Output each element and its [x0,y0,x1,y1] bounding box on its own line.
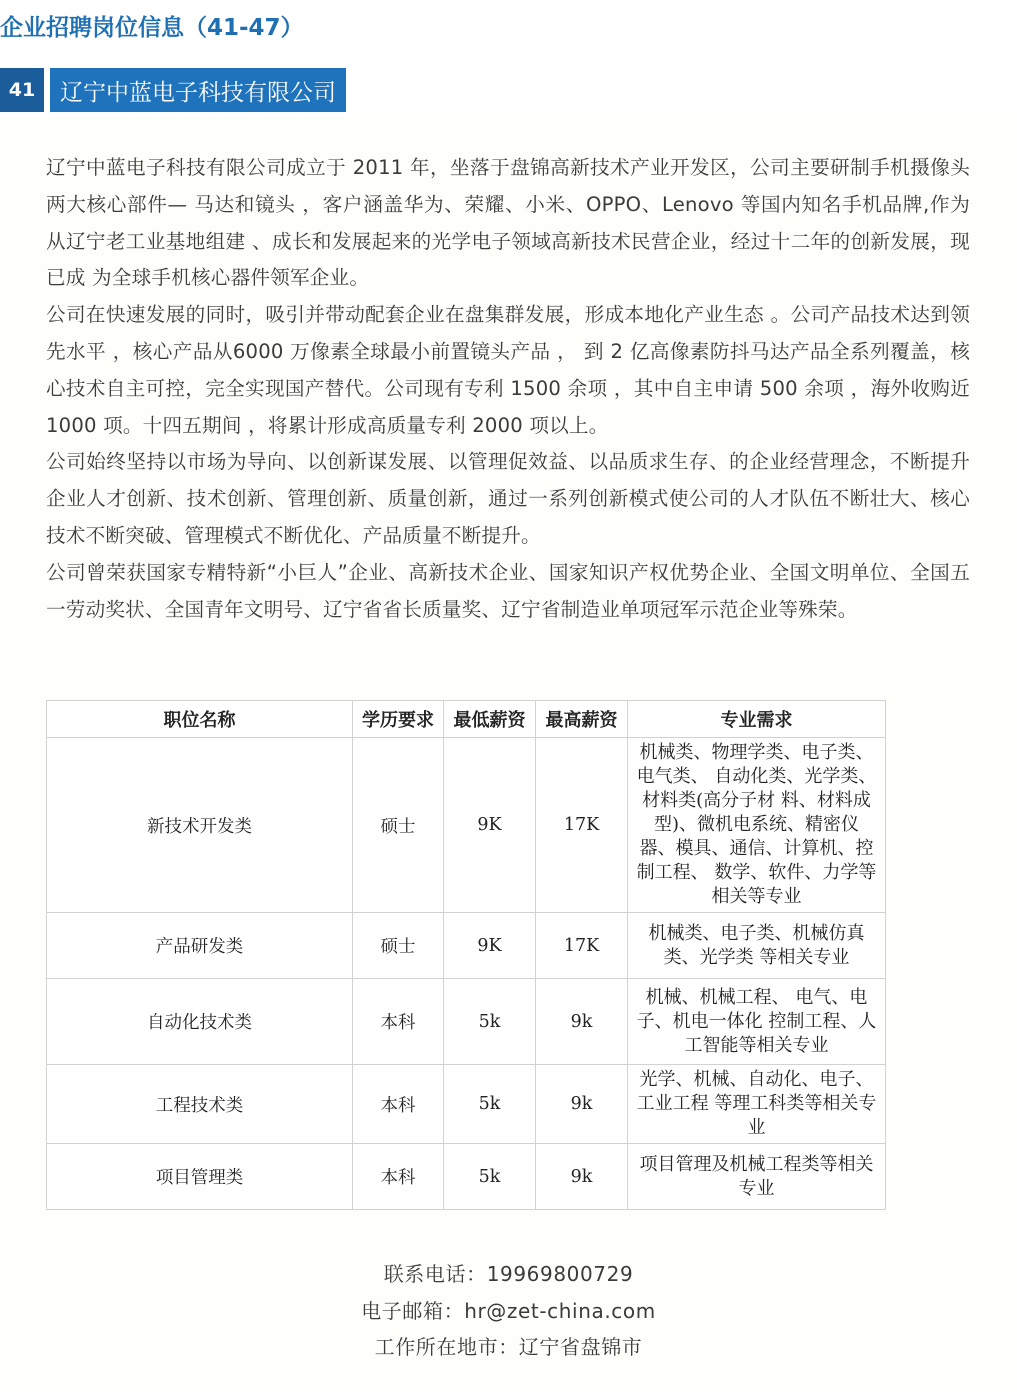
page-title: 企业招聘岗位信息（41-47） [0,15,304,41]
cell-education: 硕士 [353,738,444,913]
table-row [47,1144,886,1210]
cell-position: 新技术开发类 [47,738,353,913]
cell-min-salary: 5k [444,1065,536,1144]
cell-major: 项目管理及机械工程类等相关专业 [628,1144,886,1210]
company-intro [46,150,970,628]
content-area [0,116,1017,1392]
contact-phone: 联系电话：19969800729 [383,1262,634,1286]
header-education: 学历要求 [353,701,444,738]
table-row [47,738,886,913]
cell-position: 项目管理类 [47,1144,353,1210]
cell-major: 机械类、物理学类、电子类、电气类、 自动化类、光学类、材料类(高分子材 料、材料成型)、微机电系统、精密仪 器、模具、通信、计算机、控制工程、 数学、软件、力学等相关等专业 [628,738,886,913]
contact-info [0,1256,1017,1366]
intro-paragraph: 公司始终坚持以市场为导向、以创新谋发展、以管理促效益、以品质求生存、的企业经营理念，不断提升企业人才创新、技术创新、管理创新、质量创新，通过一系列创新模式使公司的人才队伍不断壮大、核心技术不断突破、管理模式不断优化、产品质量不断提升。 [46,450,970,547]
job-positions-table [46,700,886,1210]
cell-position: 自动化技术类 [47,979,353,1065]
cell-min-salary: 5k [444,979,536,1065]
table-header-row [47,701,886,738]
cell-major: 光学、机械、自动化、电子、工业工程 等理工科类等相关专业 [628,1065,886,1144]
table-row [47,1065,886,1144]
contact-city: 工作所在地市：辽宁省盘锦市 [374,1335,643,1359]
intro-paragraph: 公司在快速发展的同时，吸引并带动配套企业在盘集群发展，形成本地化产业生态 。公司产品技术达到领先水平 ，核心产品从6000 万像素全球最小前置镜头产品 ， 到 2 亿高像素防抖马达产品全系列覆盖，核心技术自主可控，完全实现国产替代。公司现有专利 1500 余项 ，其中自主申请 500 余项 ，海外收购近 1000 项。十四五期间 ，将累计形成高质量专利 2000 项以上。 [46,303,970,437]
table-row [47,913,886,979]
cell-min-salary: 9K [444,913,536,979]
table-row [47,979,886,1065]
intro-paragraph: 辽宁中蓝电子科技有限公司成立于 2011 年，坐落于盘锦高新技术产业开发区，公司主要研制手机摄像头两大核心部件— 马达和镜头 ，客户涵盖华为、荣耀、小米、OPPO、Lenovo 等国内知名手机品牌,作为从辽宁老工业基地组建 、成长和发展起来的光学电子领域高新技术民营企业，经过十二年的创新发展，现已成 为全球手机核心器件领军企业。 [46,156,970,290]
cell-position: 工程技术类 [47,1065,353,1144]
intro-paragraph: 公司曾荣获国家专精特新“小巨人”企业、高新技术企业、国家知识产权优势企业、全国文明单位、全国五一劳动奖状、全国青年文明号、辽宁省省长质量奖、辽宁省制造业单项冠军示范企业等殊荣。 [46,560,970,621]
header-min-salary: 最低薪资 [444,701,536,738]
cell-education: 本科 [353,1144,444,1210]
company-name-banner: 辽宁中蓝电子科技有限公司 [50,68,346,112]
header-position: 职位名称 [47,701,353,738]
cell-max-salary: 9k [536,1065,628,1144]
cell-min-salary: 5k [444,1144,536,1210]
cell-max-salary: 17K [536,913,628,979]
cell-education: 本科 [353,979,444,1065]
cell-max-salary: 17K [536,738,628,913]
cell-major: 机械类、电子类、机械仿真类、光学类 等相关专业 [628,913,886,979]
cell-max-salary: 9k [536,979,628,1065]
header-major: 专业需求 [628,701,886,738]
company-number-badge: 41 [0,68,44,112]
cell-position: 产品研发类 [47,913,353,979]
cell-min-salary: 9K [444,738,536,913]
contact-email: 电子邮箱：hr@zet-china.com [361,1298,656,1323]
company-header [0,68,346,112]
cell-max-salary: 9k [536,1144,628,1210]
cell-education: 本科 [353,1065,444,1144]
cell-major: 机械、机械工程、 电气、电子、机电一体化 控制工程、人工智能等相关专业 [628,979,886,1065]
cell-education: 硕士 [353,913,444,979]
header-max-salary: 最高薪资 [536,701,628,738]
